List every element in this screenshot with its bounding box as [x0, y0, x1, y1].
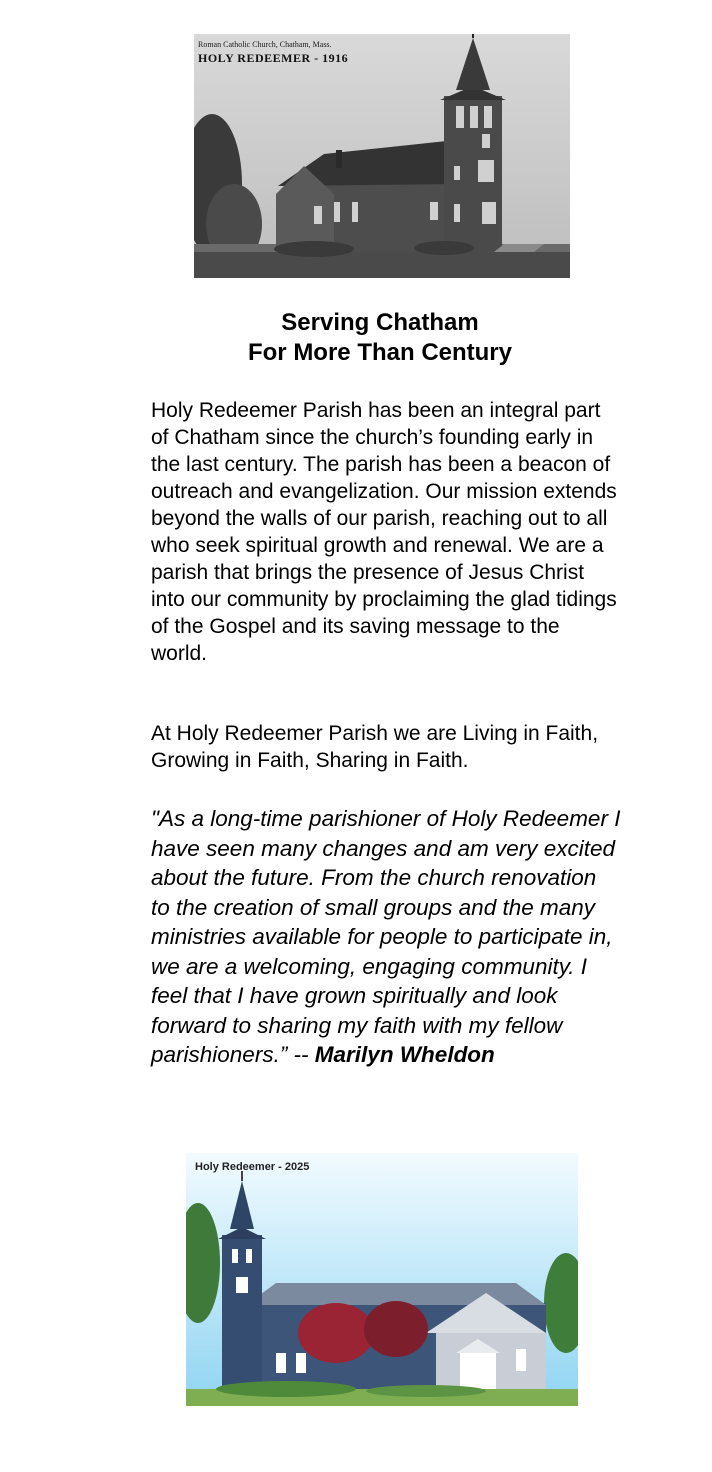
motto-paragraph: At Holy Redeemer Parish we are Living in Faith, Growing in Faith, Sharing in Faith.: [151, 722, 599, 772]
intro-paragraph: Holy Redeemer Parish has been an integral part of Chatham since the church’s founding early in the last century. The parish has been a beacon of outreach and evangelization. Our mission extends beyond the walls of our parish, reaching out to all who seek spiritual growth and renewal. We are a parish that brings the presence of Jesus Christ into our community by proclaiming the glad tidings of the Gospel and its saving message to the world.: [151, 399, 617, 665]
headline-line-1: Serving Chatham: [281, 309, 479, 336]
church-photo-1916: [194, 34, 570, 278]
church-2025-illustration: [186, 1153, 578, 1406]
testimonial-text: "As a long-time parishioner of Holy Redeemer I have seen many changes and am very excited about the future. From the church renovation to the creation of small groups and the many ministries available for people to participate in, we are a welcoming, engaging community. I feel that I have grown spiritually and look forward to sharing my faith with my fellow parishioners.” --: [151, 806, 621, 1067]
testimonial-quote: [151, 804, 621, 1070]
page-headline: [0, 308, 712, 368]
headline-line-2: For More Than Century: [247, 339, 512, 366]
church-photo-2025: [186, 1153, 578, 1406]
testimonial-author: Marilyn Wheldon: [314, 1042, 495, 1067]
photo-caption-year-2025: Holy Redeemer - 2025: [195, 1161, 310, 1173]
photo-caption-year-1916: HOLY REDEEMER - 1916: [198, 51, 349, 65]
church-1916-illustration: [194, 34, 570, 278]
photo-caption-location: Roman Catholic Church, Chatham, Mass.: [198, 40, 332, 49]
